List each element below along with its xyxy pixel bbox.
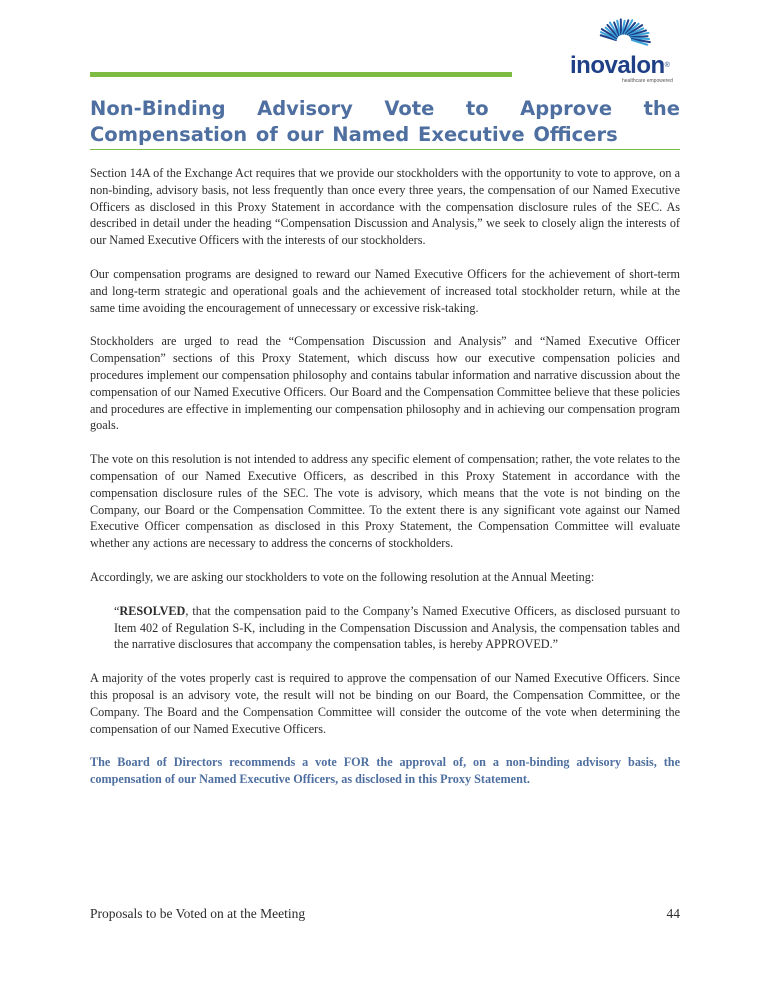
header-green-rule [90, 72, 512, 77]
resolution-quote: “RESOLVED, that the compensation paid to the Company’s Named Executive Officers, as disclosed pursuant to Item 402 of Regulation S-K, including in the Compensation Discussion and Analysis, the compensation tables and the narrative disclosures that accompany the compensation tables, is hereby APPROVED.” [114, 603, 680, 652]
footer-section-title: Proposals to be Voted on at the Meeting [90, 906, 306, 921]
paragraph-exchange-act: Section 14A of the Exchange Act requires that we provide our stockholders with the opportunity to vote to approve, on a non-binding, advisory basis, not less frequently than once every three years, the compensation of our Named Executive Officers as disclosed in this Proxy Statement in accordance with the compensation disclosure rules of the SEC. As described in detail under the heading “Compensation Discussion and Analysis,” we seek to closely align the interests of our Named Executive Officers with the interests of our stockholders. [90, 166, 680, 248]
paragraph-vote-resolution: The vote on this resolution is not intended to address any specific element of compensation; rather, the vote relates to the compensation of our Named Executive Officers, as described in this Proxy Statement in accordance with the compensation disclosure rules of the SEC. The vote is advisory, which means that the vote is not binding on the Company, our Board or the Compensation Committee. To the extent there is any significant vote against our Named Executive Officer compensation as disclosed in this Proxy Statement, the Compensation Committee will evaluate whether any actions are necessary to address the concerns of stockholders. [90, 452, 680, 551]
logo-swirl-icon [582, 10, 666, 52]
resolved-keyword: RESOLVED [119, 603, 186, 618]
company-logo [568, 10, 688, 82]
logo-wordmark: inovalon® [570, 52, 670, 79]
paragraph-majority-votes: A majority of the votes properly cast is required to approve the compensation of our Named Executive Officers. Since this proposal is an advisory vote, the result will not be binding on our Board, the Compensation Committee, or the Company. The Board and the Compensation Committee will consider the outcome of the vote when determining the compensation of our Named Executive Officers. [90, 671, 680, 736]
paragraph-compensation-programs: Our compensation programs are designed to reward our Named Executive Officers for the achievement of short-term and long-term strategic and operational goals and the achievement of increased total stockholder return, while at the same time avoiding the encouragement of unnecessary or excessive risk-taking. [90, 266, 680, 315]
board-recommendation: The Board of Directors recommends a vote FOR the approval of, on a non-binding advisory basis, the compensation of our Named Executive Officers, as disclosed in this Proxy Statement. [90, 755, 680, 787]
document-body [90, 165, 680, 805]
title-divider [90, 149, 680, 150]
paragraph-accordingly: Accordingly, we are asking our stockholders to vote on the following resolution at the Annual Meeting: [90, 569, 595, 584]
logo-tagline: healthcare empowered [622, 78, 673, 84]
page-title: Non-Binding Advisory Vote to Approve the Compensation of our Named Executive Officers [90, 97, 680, 146]
paragraph-stockholders-urged: Stockholders are urged to read the “Compensation Discussion and Analysis” and “Named Executive Officer Compensation” sections of this Proxy Statement, which discuss how our executive compensation policies and procedures implement our compensation philosophy and contains tabular information and narrative discussion about the compensation of our Named Executive Officers. Our Board and the Compensation Committee believe that these policies and procedures are effective in implementing our compensation philosophy and in achieving our compensation program goals. [90, 334, 680, 433]
logo-swirl-stroke [631, 36, 647, 37]
page-number: 44 [666, 906, 680, 921]
page-footer [90, 906, 680, 922]
